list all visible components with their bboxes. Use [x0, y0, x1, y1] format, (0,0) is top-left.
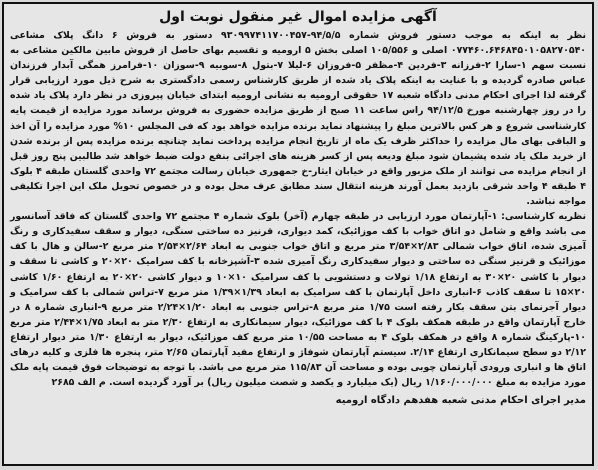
notice-title: آگهی مزایده اموال غیر منقول نوبت اول	[159, 9, 437, 25]
notice-body	[10, 28, 586, 390]
notice-paragraph: نظریه کارشناسی: ۱-آپارتمان مورد ارزیابی در طبقه چهارم (آخر) بلوک شماره ۴ مجتمع ۷۲ واحدی گلستان که فاقد آسانسور می باشد واقع و شامل دو اتاق خواب با کف موزائیک، کمد دیواری، قرنیز ده ساختی سنگی، دیوار و سقف سفیدکاری و رنگ آمیزی شده، اتاق خواب شمالی ۲/۸۳×۳/۵۴ متر مربع و اتاق خواب جنوبی به ابعاد ۲/۶۴×۲/۵۴ متر مربع ۲-سالن و هال با کف موزائیک و قرنیز سنگی ده ساختی و دیوار سفیدکاری رنگ آمیزی شده ۳-آشپزخانه با کف سرامیک ۲۰×۲۰ و کاشی تا سقف و دیوار با کاشی ۲۰×۳۰ به ارتفاع ۱/۱۸ تولات و دستشویی با کف سرامیک ۱۰×۱۰ و دیوار کاشی ۲۰×۲۰ به ارتفاع ۱/۶۰ کاشی ۲۰×۱۵ تا سقف کاذب ۶-انباری داخل آپارتمان با کف سرامیک به ابعاد ۱/۳۹×۱/۳۹ متر مربع ۷-تراس شمالی با کف سرامیک و دیوار آجرنمای بتن سقف بکار رفته است ۱/۷۵ متر مربع ۸-تراس جنوبی به ابعاد ۱/۲۰×۲/۲۴ متر مربع ۹-انباری شماره ۸ در خارج آپارتمان واقع در طبقه همکف بلوک ۴ با کف موزائیک، دیوار سیمانکاری به ارتفاع ۲/۳۰ متر به ابعاد ۱/۷۵×۲/۴۴ متر مربع ۱۰-پارکینگ شماره ۸ واقع در همکف بلوک ۴ به مساحت ۱۰/۵۵ متر مربع کف موزائیک، دیوار به ارتفاع ۱/۳۰ متر دیوار ارتفاع ۲/۱۲ دو سطح سیمانکاری ارتفاع ۲/۱۴. سیستم آپارتمان شوفاژ و ارتفاع مفید آپارتمان ۲/۶۵ متر، پنجره ها فلزی و کلیه درهای اتاق ها و انباری ورودی آپارتمان چوبی بوده و مساحت آن ۱۱۵/۸۳ متر مربع می باشد. با توجه به توضیحات فوق قیمت پایه ملک مورد مزایده به مبلغ ۱/۱۶۰/۰۰۰/۰۰۰ ریال (یک میلیارد و یکصد و شصت میلیون ریال) بر آورد گردیده است. م الف ۲۶۸۵	[10, 211, 587, 389]
notice-paragraph: نظر به اینکه به موجب دستور فروش شماره ۹۴/۵/۵-۹۳۰۹۹۷۴۱۱۷۰۰۴۵۷ دستور به فروش ۶ دانگ پلاک مشاعی ۰۷۷۴۶۰.۶۴۶۸۴۵۰۱۰۵۸۲۷۰۵۴۰ اصلی و ۱۰۵/۵۵۶ اصلی بخش ۵ ارومیه و تقسیم بهای حاصل از فروش مابین مالکین مشاعی به نسبت سهم ۱-سارا ۲-فرزانه ۳-فردین ۴-مظفر ۵-فروزان ۶-لیلا ۷-بتول ۸-سوبیه ۹-سوزان ۱۰-فرامرز همگی آبدار فرزندان عباس صادره گردیده و با عنایت به اینکه پلاک یاد شده از طریق کارشناس رسمی دادگستری به شرح ذیل مورد ارزیابی قرار گرفته لذا اجرای احکام مدنی دادگاه شعبه ۱۷ حقوقی ارومیه به نشانی ارومیه ابتدای خیابان پیروزی در نظر دارد پلاک یاد شده را در روز چهارشنبه مورخ ۹۴/۱۲/۵ راس ساعت ۱۱ صبح از طریق مزایده حضوری به فروش برساند مورد مزایده از قیمت پایه کارشناسی شروع و هر کس بالاترین مبلغ را پیشنهاد نماید برنده مزایده خواهد بود که فی المجلس ۱۰% مورد مزایده را آن اخذ و الباقی بهای مال مزایده را حداکثر ظرف یک ماه از تاریخ انجام مزایده پرداخت نماید چنانچه برنده مزایده پس از برنده شدن از خرید ملک یاد شده پشیمان شود مبلغ ودیعه پس از کسر هزینه های اجرائی بنفع دولت ضبط خواهد شد طالبین پنج روز قبل از انجام مزایده می توانند از ملک مزبور واقع در خیابان ایثار-خ جمهوری خیابان رسالت مجتمع ۷۲ واحدی گلستان طبقه ۴ بلوک ۴ طبقه ۴ واحد شرقی بازدید بعمل آورند هزینه انتقال سند مطابق عرف محل بوده و در خصوص تحویل ملک این اجرا تکلیفی مواجه نباشد.	[10, 30, 587, 208]
auction-notice	[2, 2, 594, 466]
notice-signature: مدیر اجرای احکام مدنی شعبه هفدهم دادگاه ارومیه	[335, 395, 586, 407]
